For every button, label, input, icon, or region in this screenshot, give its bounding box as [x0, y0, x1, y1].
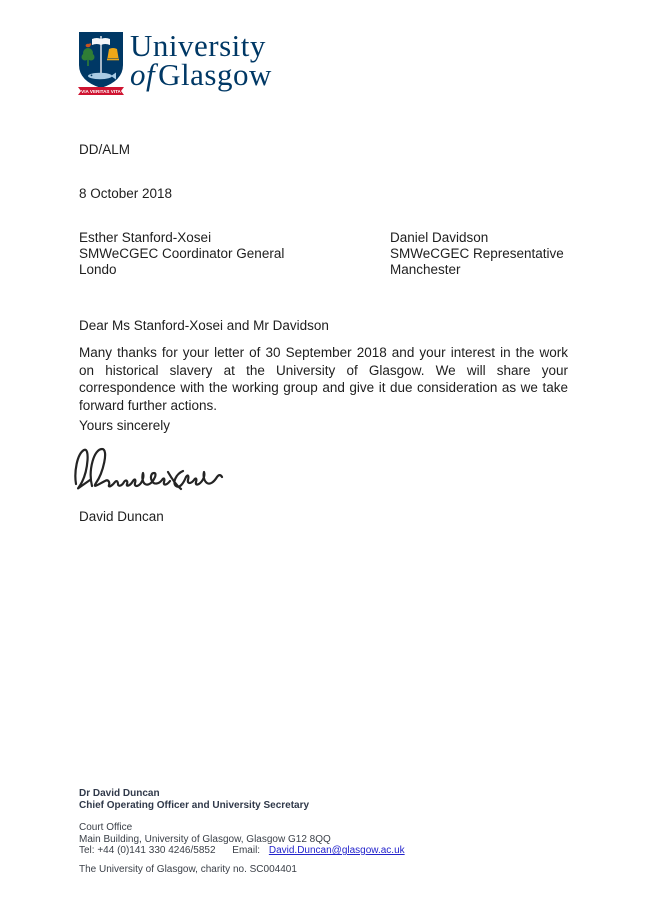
wordmark-glasgow: Glasgow [158, 56, 272, 92]
wordmark-of: of [130, 56, 156, 92]
footer-charity-line: The University of Glasgow, charity no. SC004401 [79, 864, 297, 875]
recipient-title: SMWeCGEC Coordinator General [79, 245, 285, 261]
wordmark-line1: University [130, 28, 266, 63]
footer-contact-block [79, 822, 405, 857]
crest-motto: VIA VERITAS VITA [81, 89, 121, 94]
reference-code: DD/ALM [79, 142, 131, 157]
recipient-title: SMWeCGEC Representative [390, 245, 564, 261]
footer-tel-row [79, 845, 405, 857]
footer-signatory-title: Chief Operating Officer and University Secretary [79, 800, 310, 811]
recipient-blocks [79, 230, 567, 277]
recipient-name: Daniel Davidson [390, 230, 489, 245]
letter-body-paragraph: Many thanks for your letter of 30 September 2018 and your interest in the work on historical slavery at the University of Glasgow. We will share your correspondence with the working group and give it due consideration as we take forward further actions. [79, 345, 568, 413]
letter-date: 8 October 2018 [79, 186, 173, 201]
footer-telephone: Tel: +44 (0)141 330 4246/5852 [79, 845, 216, 856]
university-of-glasgow-logo [78, 28, 272, 97]
recipient-location: Londo [79, 261, 117, 277]
university-wordmark [130, 28, 272, 92]
handwritten-signature [70, 442, 230, 498]
closing-phrase: Yours sincerely [79, 418, 171, 433]
email-link[interactable]: David.Duncan@glasgow.ac.uk [268, 845, 405, 856]
recipient-name: Esther Stanford-Xosei [79, 230, 212, 245]
salutation: Dear Ms Stanford-Xosei and Mr Davidson [79, 318, 329, 333]
footer-office: Court Office [79, 822, 133, 833]
signatory-name: David Duncan [79, 509, 164, 524]
footer-signatory-name: Dr David Duncan [79, 788, 160, 799]
university-crest-icon [78, 31, 124, 97]
recipient-block-daniel [390, 230, 567, 277]
footer-address: Main Building, University of Glasgow, Glasgow G12 8QQ [79, 833, 331, 845]
recipient-location: Manchester [390, 261, 461, 277]
recipient-block-esther [79, 230, 390, 277]
footer-email-label: Email: [232, 845, 261, 856]
signature-icon [70, 442, 230, 498]
